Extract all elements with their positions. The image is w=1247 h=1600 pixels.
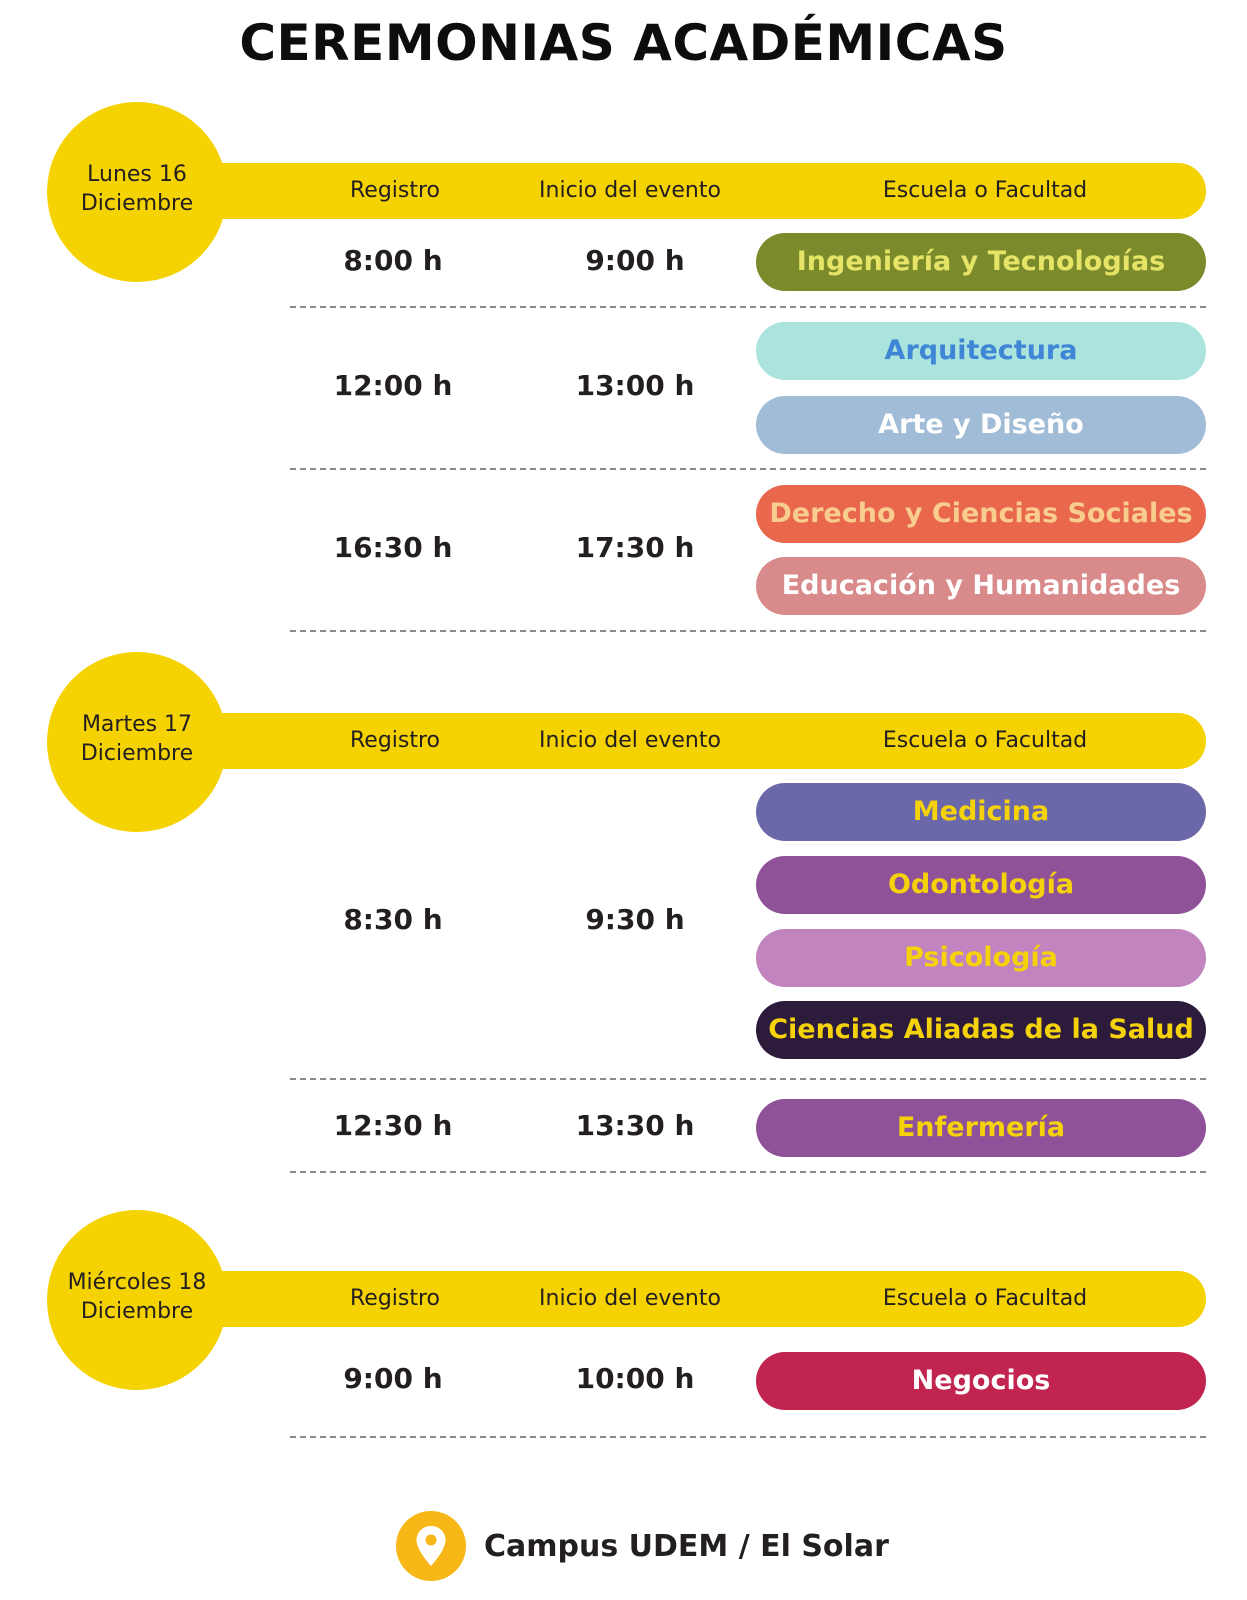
header-registro: Registro: [349, 1286, 441, 1311]
header-registro: Registro: [349, 728, 441, 753]
dashed-separator: [290, 1436, 1206, 1438]
inicio-time: 10:00 h: [575, 1362, 695, 1395]
month-label: Diciembre: [80, 191, 194, 216]
registro-time: 12:00 h: [333, 369, 453, 402]
inicio-time: 17:30 h: [575, 531, 695, 564]
school-pill: Arquitectura: [756, 322, 1206, 380]
header-inicio: Inicio del evento: [539, 728, 721, 753]
day-label: Lunes 16: [87, 162, 187, 187]
school-pill: Arte y Diseño: [756, 396, 1206, 454]
day-date-circle: [47, 1210, 227, 1390]
school-pill: Ingeniería y Tecnologías: [756, 233, 1206, 291]
location-footer: [396, 1510, 889, 1582]
inicio-time: 13:30 h: [575, 1109, 695, 1142]
inicio-time: 13:00 h: [575, 369, 695, 402]
registro-time: 16:30 h: [333, 531, 453, 564]
header-escuela: Escuela o Facultad: [882, 728, 1088, 753]
header-inicio: Inicio del evento: [539, 1286, 721, 1311]
inicio-time: 9:30 h: [585, 903, 685, 936]
day-label: Miércoles 18: [67, 1270, 207, 1295]
header-inicio: Inicio del evento: [539, 178, 721, 203]
school-pill: Medicina: [756, 783, 1206, 841]
school-pill: Derecho y Ciencias Sociales: [756, 485, 1206, 543]
school-pill: Odontología: [756, 856, 1206, 914]
dashed-separator: [290, 306, 1206, 308]
dashed-separator: [290, 468, 1206, 470]
dashed-separator: [290, 1078, 1206, 1080]
page-title: CEREMONIAS ACADÉMICAS: [239, 14, 1008, 72]
header-registro: Registro: [349, 178, 441, 203]
school-pill: Ciencias Aliadas de la Salud: [756, 1001, 1206, 1059]
inicio-time: 9:00 h: [585, 244, 685, 277]
day-date-circle: [47, 652, 227, 832]
school-pill: Negocios: [756, 1352, 1206, 1410]
header-escuela: Escuela o Facultad: [882, 1286, 1088, 1311]
campus-location-text: Campus UDEM / El Solar: [484, 1528, 889, 1564]
month-label: Diciembre: [80, 741, 194, 766]
school-pill: Enfermería: [756, 1099, 1206, 1157]
day-label: Martes 17: [81, 712, 193, 737]
header-escuela: Escuela o Facultad: [882, 178, 1088, 203]
school-pill: Psicología: [756, 929, 1206, 987]
registro-time: 9:00 h: [343, 1362, 443, 1395]
registro-time: 8:00 h: [343, 244, 443, 277]
registro-time: 12:30 h: [333, 1109, 453, 1142]
dashed-separator: [290, 1171, 1206, 1173]
school-pill: Educación y Humanidades: [756, 557, 1206, 615]
month-label: Diciembre: [80, 1299, 194, 1324]
location-pin-icon: [396, 1511, 466, 1581]
day-date-circle: [47, 102, 227, 282]
registro-time: 8:30 h: [343, 903, 443, 936]
dashed-separator: [290, 630, 1206, 632]
